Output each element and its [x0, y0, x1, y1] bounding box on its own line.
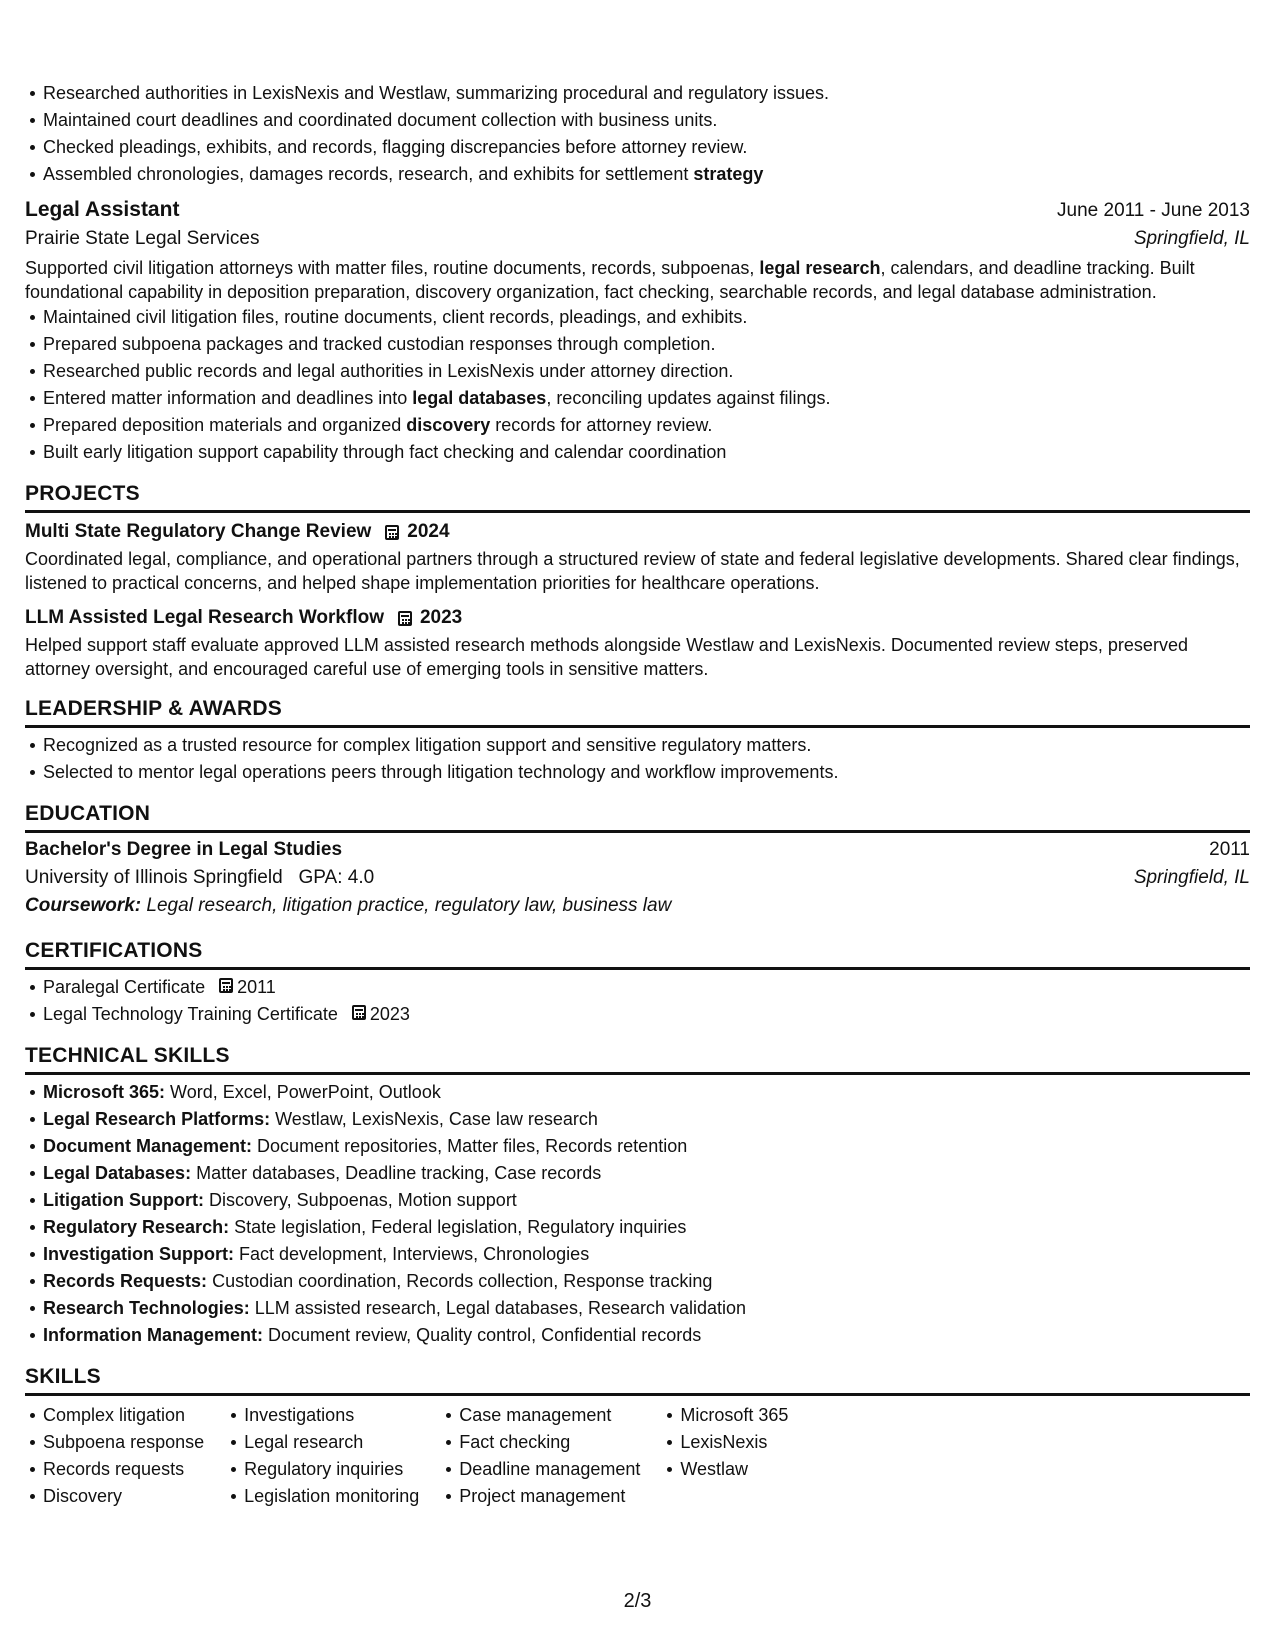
- projects-section: [25, 482, 1250, 681]
- list-item: Deadline management: [459, 1456, 640, 1483]
- project-title: LLM Assisted Legal Research Workflow 2023: [25, 607, 463, 628]
- job-dates: June 2011 - June 2013: [1057, 200, 1250, 221]
- project-year: 2024: [407, 521, 450, 542]
- project-year: 2023: [419, 607, 463, 628]
- page-number: 2/3: [623, 1590, 652, 1612]
- list-item: Westlaw: [680, 1456, 788, 1483]
- education-section: [25, 802, 1250, 917]
- list-item: Records requests: [43, 1456, 204, 1483]
- calendar-icon: [398, 611, 412, 626]
- list-item: Research Technologies: LLM assisted research, Legal databases, Research validation: [43, 1295, 1250, 1322]
- gpa: GPA: 4.0: [298, 867, 375, 888]
- section-heading: PROJECTS: [25, 482, 1250, 513]
- list-item: Microsoft 365: [680, 1402, 788, 1429]
- list-item: Legislation monitoring: [244, 1483, 419, 1510]
- list-item: Selected to mentor legal operations peers through litigation technology and workflow improvements.: [43, 759, 1250, 786]
- list-item: Regulatory inquiries: [244, 1456, 419, 1483]
- section-heading: SKILLS: [25, 1365, 1250, 1396]
- project-description: Helped support staff evaluate approved LLM assisted research methods alongside Westlaw and LexisNexis. Documented review steps, preserved attorney oversight, and encouraged careful use of emerging tools in sensitive matters.: [25, 635, 1188, 679]
- list-item: Legal Research Platforms: Westlaw, LexisNexis, Case law research: [43, 1106, 1250, 1133]
- job-location: Springfield, IL: [1133, 228, 1250, 249]
- list-item: Litigation Support: Discovery, Subpoenas, Motion support: [43, 1187, 1250, 1214]
- list-item: Paralegal Certificate 2011: [43, 974, 1250, 1001]
- section-heading: CERTIFICATIONS: [25, 939, 1250, 970]
- section-heading: TECHNICAL SKILLS: [25, 1044, 1250, 1075]
- section-heading: LEADERSHIP & AWARDS: [25, 697, 1250, 728]
- job-title: Legal Assistant: [25, 198, 180, 221]
- school-location: Springfield, IL: [1133, 867, 1250, 888]
- list-item: Built early litigation support capability through fact checking and calendar coordination: [43, 439, 1250, 466]
- coursework: Coursework: Legal research, litigation practice, regulatory law, business law: [25, 895, 672, 916]
- job-bullets: [25, 304, 1250, 466]
- list-item: Discovery: [43, 1483, 204, 1510]
- job-entry: [25, 198, 1250, 466]
- list-item: Maintained court deadlines and coordinated document collection with business units.: [43, 107, 1250, 134]
- list-item: Recognized as a trusted resource for complex litigation support and sensitive regulatory matters.: [43, 732, 1250, 759]
- technical-skills-section: [25, 1044, 1250, 1349]
- list-item: LexisNexis: [680, 1429, 788, 1456]
- list-item: Regulatory Research: State legislation, Federal legislation, Regulatory inquiries: [43, 1214, 1250, 1241]
- calendar-icon: [385, 525, 399, 540]
- list-item: Investigation Support: Fact development, Interviews, Chronologies: [43, 1241, 1250, 1268]
- list-item: Researched authorities in LexisNexis and Westlaw, summarizing procedural and regulatory issues.: [43, 80, 1250, 107]
- list-item: Prepared subpoena packages and tracked custodian responses through completion.: [43, 331, 1250, 358]
- list-item: Information Management: Document review, Quality control, Confidential records: [43, 1322, 1250, 1349]
- degree-year: 2011: [1209, 839, 1250, 860]
- experience-bullets-continued: [25, 80, 1250, 188]
- list-item: Investigations: [244, 1402, 419, 1429]
- list-item: Legal Databases: Matter databases, Deadline tracking, Case records: [43, 1160, 1250, 1187]
- list-item: Complex litigation: [43, 1402, 204, 1429]
- list-item: Subpoena response: [43, 1429, 204, 1456]
- section-heading: EDUCATION: [25, 802, 1250, 833]
- list-item: Microsoft 365: Word, Excel, PowerPoint, Outlook: [43, 1079, 1250, 1106]
- project-title: Multi State Regulatory Change Review 2024: [25, 521, 450, 542]
- skills-column: [441, 1402, 640, 1510]
- list-item: Researched public records and legal authorities in LexisNexis under attorney direction.: [43, 358, 1250, 385]
- job-summary: Supported civil litigation attorneys with matter files, routine documents, records, subpoenas, legal research, calendars, and deadline tracking. Built foundational capability in deposition preparation, discovery organization, fact checking, searchable records, and legal database administration.: [25, 258, 1195, 302]
- school-name: University of Illinois Springfield: [25, 867, 283, 888]
- list-item: Document Management: Document repositories, Matter files, Records retention: [43, 1133, 1250, 1160]
- list-item: Checked pleadings, exhibits, and records, flagging discrepancies before attorney review.: [43, 134, 1250, 161]
- certifications-section: [25, 939, 1250, 1028]
- list-item: Records Requests: Custodian coordination, Records collection, Response tracking: [43, 1268, 1250, 1295]
- degree-title: Bachelor's Degree in Legal Studies: [25, 839, 343, 860]
- list-item: Prepared deposition materials and organized discovery records for attorney review.: [43, 412, 1250, 439]
- list-item: Entered matter information and deadlines into legal databases, reconciling updates against filings.: [43, 385, 1250, 412]
- list-item: Legal Technology Training Certificate 2023: [43, 1001, 1250, 1028]
- leadership-section: [25, 697, 1250, 786]
- job-company: Prairie State Legal Services: [25, 228, 260, 249]
- project-description: Coordinated legal, compliance, and operational partners through a structured review of state and federal legislative developments. Shared clear findings, listened to practical concerns, and helped shape implementation priorities for healthcare operations.: [25, 549, 1240, 593]
- list-item: Maintained civil litigation files, routine documents, client records, pleadings, and exhibits.: [43, 304, 1250, 331]
- list-item: Fact checking: [459, 1429, 640, 1456]
- list-item: Legal research: [244, 1429, 419, 1456]
- list-item: Case management: [459, 1402, 640, 1429]
- skills-section: [25, 1365, 1250, 1510]
- skills-column: [662, 1402, 788, 1510]
- list-item: Assembled chronologies, damages records, research, and exhibits for settlement strategy: [43, 161, 1250, 188]
- list-item: Project management: [459, 1483, 640, 1510]
- skills-column: [226, 1402, 419, 1510]
- skills-grid: [25, 1402, 1250, 1510]
- calendar-icon: [352, 1005, 366, 1020]
- calendar-icon: [219, 978, 233, 993]
- skills-column: [25, 1402, 204, 1510]
